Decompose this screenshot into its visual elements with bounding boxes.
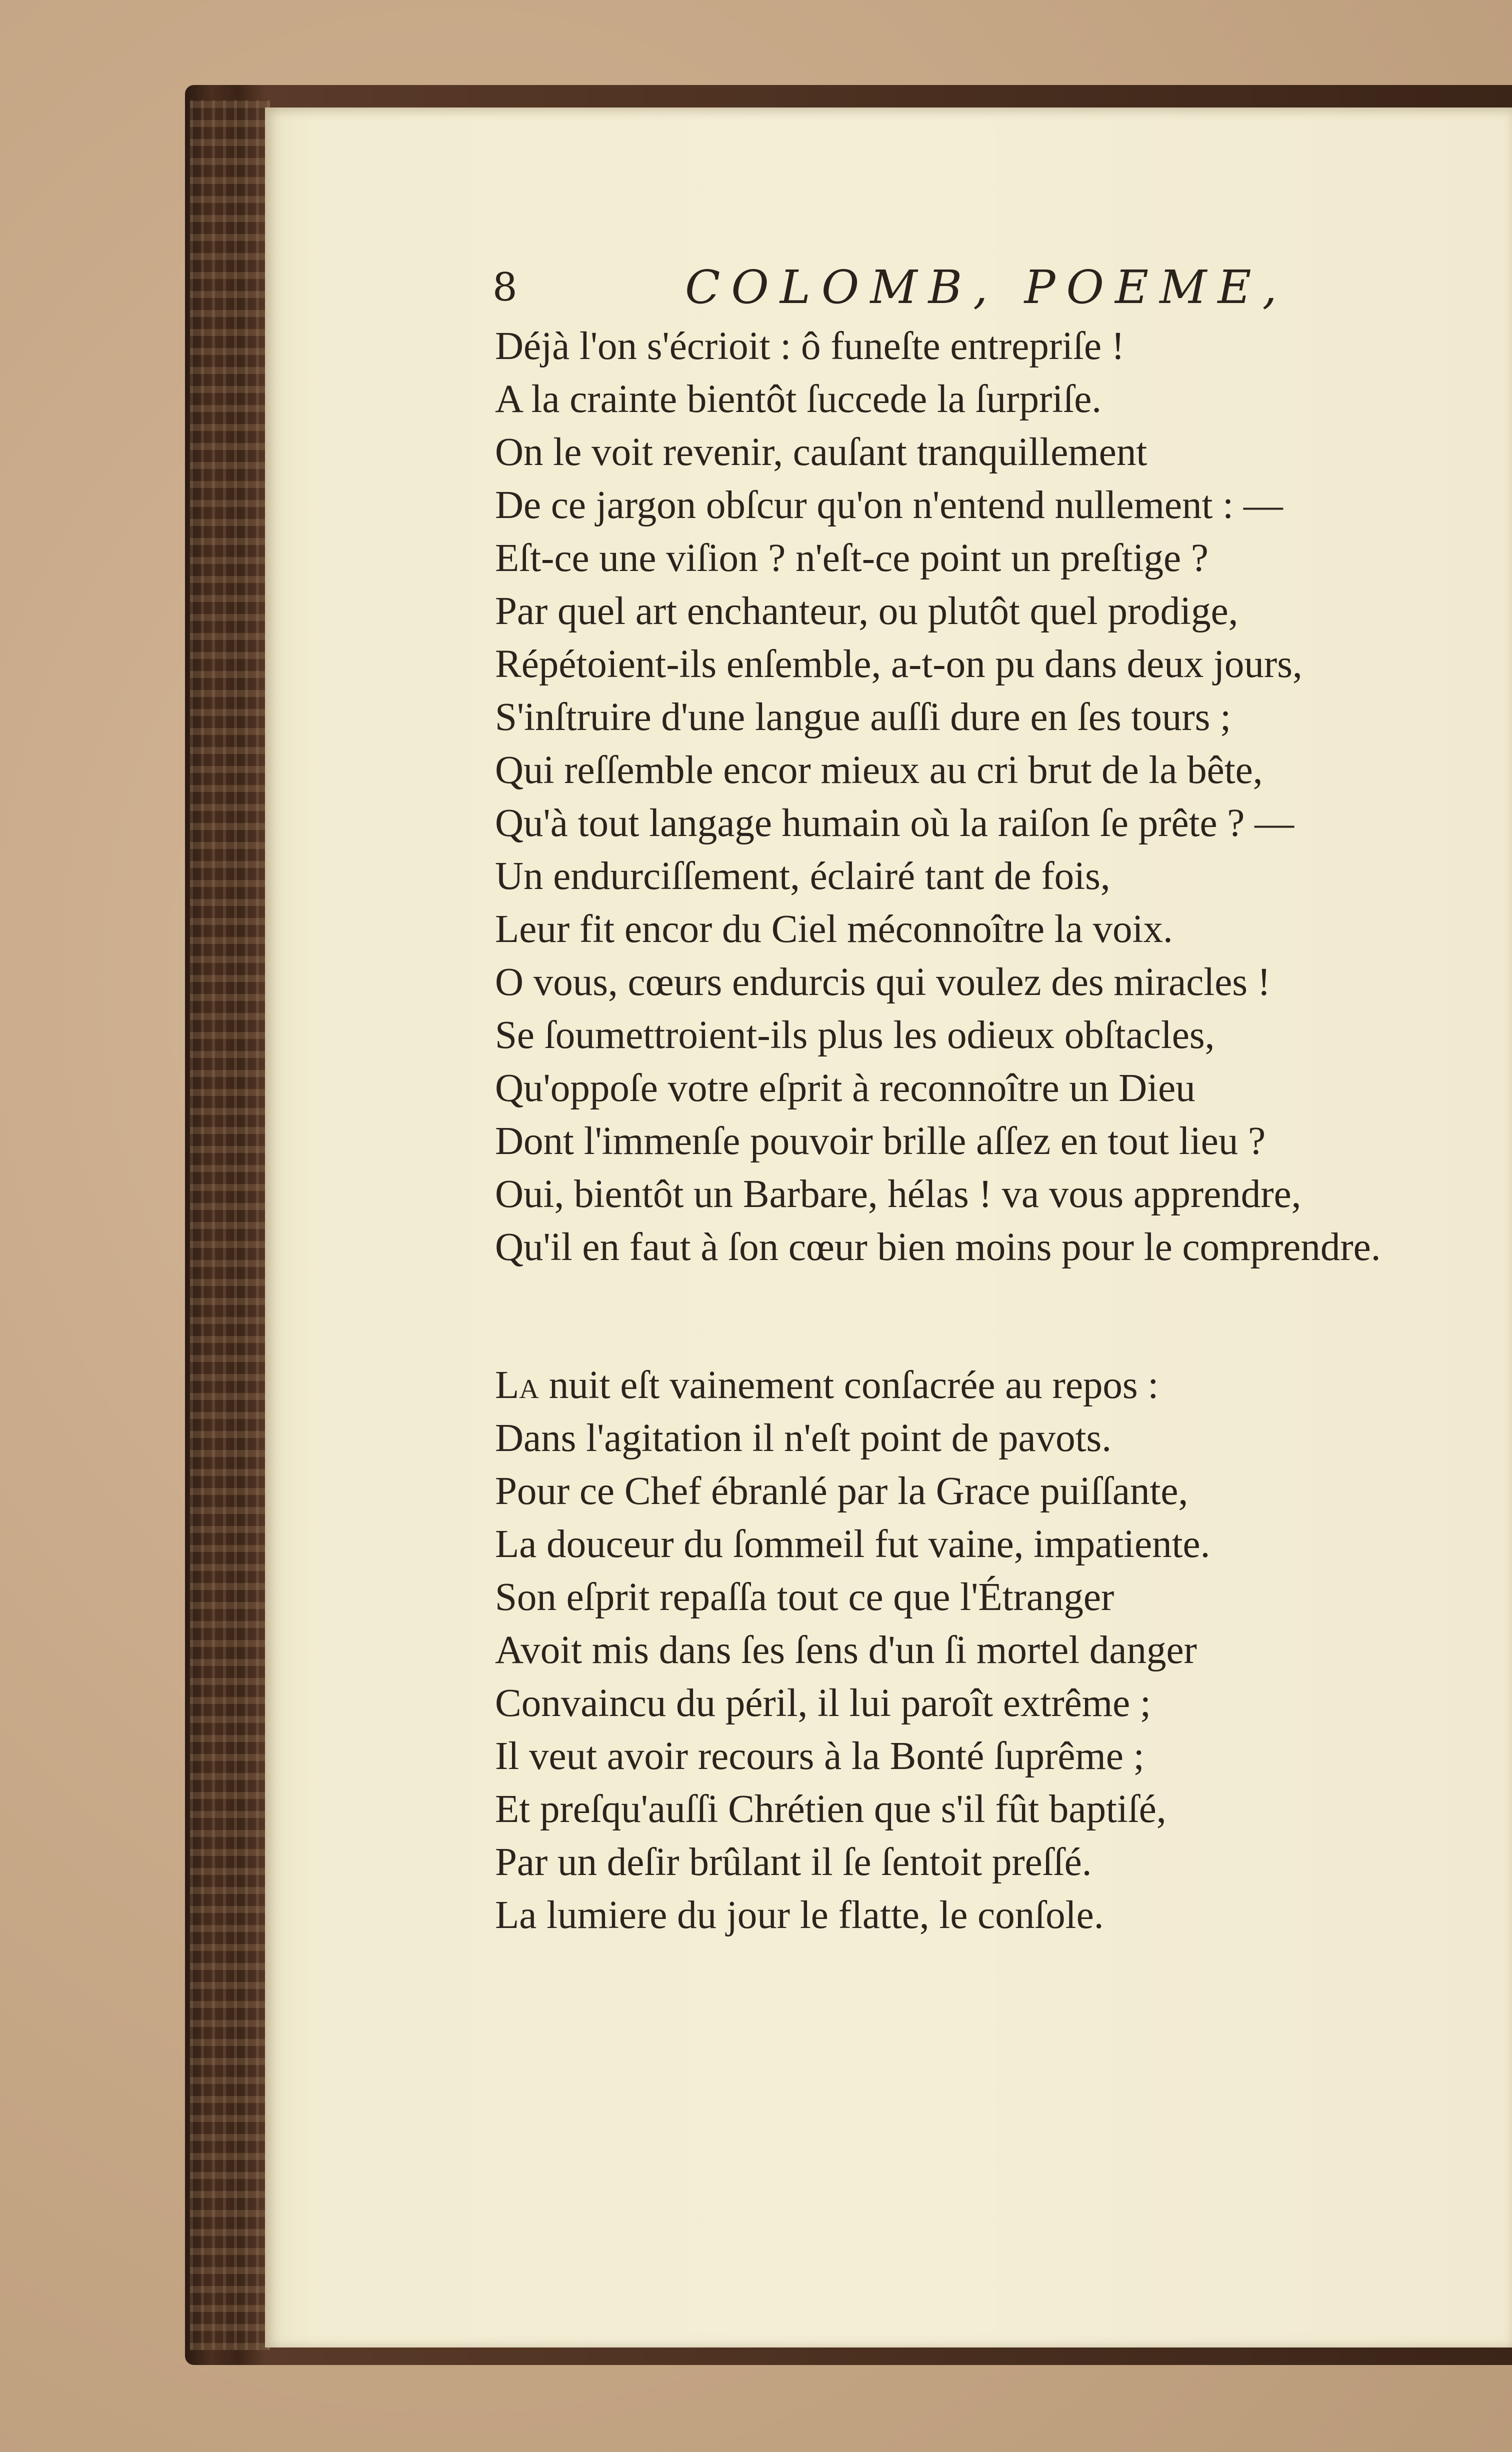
verse-line: Qu'il en faut à ſon cœur bien moins pour le comprendre. (495, 1226, 1381, 1269)
stanza-2 (495, 1359, 1420, 1942)
page-number: 8 (492, 265, 518, 310)
verse-line: Dans l'agitation il n'eſt point de pavots. (495, 1416, 1112, 1460)
page-header (492, 252, 1342, 322)
verse-line: S'inſtruire d'une langue auſſi dure en ſes tours ; (495, 696, 1232, 739)
verse-line: Répétoient-ils enſemble, a-t-on pu dans deux jours, (495, 642, 1302, 686)
verse-line: Par quel art enchanteur, ou plutôt quel prodige, (495, 590, 1238, 633)
verse-line: Qu'oppoſe votre eſprit à reconnoître un Dieu (495, 1066, 1196, 1110)
verse-line: Par un deſir brûlant il ſe ſentoit preſſé. (495, 1840, 1092, 1884)
verse-line: Dont l'immenſe pouvoir brille aſſez en tout lieu ? (495, 1120, 1266, 1163)
verse-line: Leur fit encor du Ciel méconnoître la voix. (495, 908, 1173, 951)
verse-line: Et preſqu'auſſi Chrétien que s'il fût baptiſé, (495, 1788, 1166, 1831)
running-title: COLOMB, POEME, (685, 260, 1288, 314)
verse-line: Un endurciſſement, éclairé tant de fois, (495, 854, 1110, 898)
verse-line-opening (495, 1359, 1420, 1412)
marbled-binding-edge (190, 100, 270, 2350)
stanza-1 (495, 320, 1420, 1274)
verse-line: Pour ce Chef ébranlé par la Grace puiſſante, (495, 1470, 1188, 1513)
verse-line: On le voit revenir, cauſant tranquillement (495, 430, 1148, 474)
verse-line: Eſt-ce une viſion ? n'eſt-ce point un preſtige ? (495, 536, 1208, 580)
verse-line: A la crainte bientôt ſuccede la ſurpriſe. (495, 378, 1102, 421)
verse-line: De ce jargon obſcur qu'on n'entend nullement : — (495, 484, 1283, 527)
verse-line: O vous, cœurs endurcis qui voulez des miracles ! (495, 960, 1271, 1004)
verse-line: Qu'à tout langage humain où la raiſon ſe prête ? — (495, 802, 1294, 845)
verse-line: Avoit mis dans ſes ſens d'un ſi mortel danger (495, 1628, 1197, 1672)
verse-line: La douceur du ſommeil fut vaine, impatiente. (495, 1522, 1210, 1566)
opening-line-rest: nuit eſt vainement conſacrée au repos : (538, 1364, 1159, 1407)
opening-word: La (495, 1364, 539, 1407)
verse-line: Qui reſſemble encor mieux au cri brut de la bête, (495, 748, 1263, 792)
poem-text (495, 320, 1420, 1942)
verse-line: Déjà l'on s'écrioit : ô funeſte entrepriſe ! (495, 324, 1125, 368)
stanza-break (495, 1274, 1420, 1359)
verse-line: Oui, bientôt un Barbare, hélas ! va vous apprendre, (495, 1172, 1302, 1216)
verse-line: Il veut avoir recours à la Bonté ſuprême ; (495, 1734, 1144, 1778)
verse-line: La lumiere du jour le flatte, le conſole. (495, 1894, 1104, 1937)
verse-line: Son eſprit repaſſa tout ce que l'Étranger (495, 1576, 1114, 1619)
verse-line: Convaincu du péril, il lui paroît extrême ; (495, 1682, 1151, 1725)
verse-line: Se ſoumettroient-ils plus les odieux obſtacles, (495, 1014, 1215, 1057)
